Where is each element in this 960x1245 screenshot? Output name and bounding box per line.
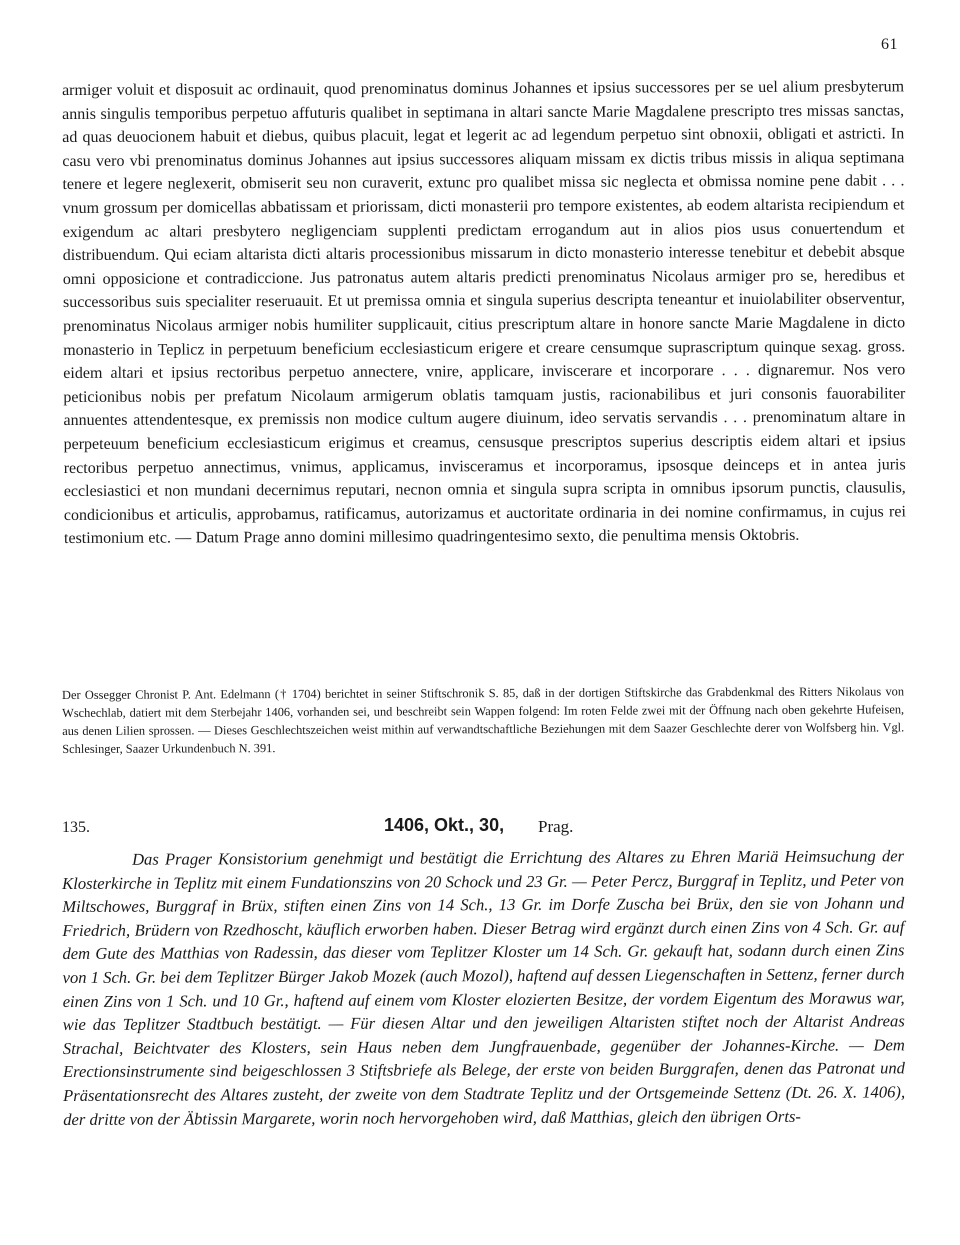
entry-number: 135. [62, 819, 90, 836]
entry-date: 1406, Okt., 30, [384, 815, 505, 835]
page-number: 61 [881, 36, 898, 53]
entry-place: Prag. [538, 817, 574, 836]
editorial-commentary: Der Ossegger Chronist P. Ant. Edelmann († 1704) berichtet in seiner Stiftschronik S. 85, daß in der dortigen Stiftskirche das Grabdenkmal des Ritters Nikolaus von Wschechlab, datiert mit dem Sterbejahr 1406, vorhanden sei, und beschreibt sein Wappen folgend: Im roten Felde zwei mit der Öffnung nach oben gekehrte Hufeisen, aus denen Lilien sprossen. — Dieses Geschlechtszeichen weist mithin auf verwandtschaftliche Beziehungen mit dem Saazer Geschlechte derer von Wolfsberg hin. Vgl. Schlesinger, Saazer Urkundenbuch N. 391. [62, 684, 905, 756]
entry-regest: Das Prager Konsistorium genehmigt und bestätigt die Errichtung des Altares zu Ehren Mariä Heimsuchung der Klosterkirche in Teplitz mit einem Fundationszins von 20 Schock und 23 Gr. — Peter Percz, Burggraf in Teplitz, und Peter von Miltschowes, Burggraf in Brüx, stiften einen Zins von 14 Sch., 13 Gr. im Dorfe Zuscha bei Brüx, den sie von Johann und Friedrich, Brüdern von Rzedhoscht, käuflich erworben haben. Dieser Betrag wird ergänzt durch einen Zins von 4 Sch. Gr. auf dem Gute des Matthias von Radessin, das dieser vom Teplitzer Kloster um 14 Sch. Gr. gekauft hat, sodann durch einen Zins von 1 Sch. Gr. bei dem Teplitzer Bürger Jakob Mozek (auch Mozol), haftend auf dessen Liegenschaften in Settenz, ferner durch einen Zins von 1 Sch. und 10 Gr., haftend auf einem vom Kloster elozierten Besitze, der vordem Eigentum des Morawus war, wie das Teplitzer Stadtbuch bestätigt. — Für diesen Altar und den jeweiligen Altaristen stiftet noch der Altarist Andreas Strachal, Beichtvater des Klosters, sein Haus neben dem Jungfrauenbade, gegenüber der Johannes-Kirche. — Dem Erectionsinstrumente sind beigeschlossen 3 Stiftsbriefe als Belege, der erste von beiden Burggrafen, denen das Patronat und Präsentationsrecht des Altares zusteht, der zweite von dem Stadtrate Teplitz und der Ortsgemeinde Settenz (Dt. 26. X. 1406), der dritte von der Äbtissin Margarete, worin noch hervorgehoben wird, daß Matthias, gleich den übrigen Orts- [62, 846, 906, 1129]
entry-header [62, 815, 904, 841]
latin-charter-text: armiger voluit et disposuit ac ordinauit, quod prenominatus dominus Johannes et ipsius successores per se uel alium presbyterum annis singulis temporibus perpetuo affuturis qualibet in septimana in altari sancte Marie Magdalene prescripto tres missas sanctas, ad quas deuocionem habuit et diebus, quibus placuit, legat et legerit ac ad legendum perpetuo sint obnoxii, obligati et astricti. In casu vero vbi prenominatus dominus Johannes aut ipsius successores aliquam missam ex dictis tribus missis in aliqua septimana tenere et legere neglexerit, obmiserit seu non curaverit, extunc pro qualibet missa sic neglecta et obmissa nomine pene dabit . . . vnum grossum per domicellas abbatissam et priorissam, dicti monasterii pro tempore existentes, ab eodem altarista recipiendum et exigendum ac altari presbytero negligenciam supplenti predictam errogandum aut in alios pios usus conuertendum et distribuendum. Qui eciam altarista dicti altaris processionibus missarum in dicto monasterio interesse tenebitur et debebit absque omni opposicione et contradiccione. Jus patronatus autem altaris predicti prenominatus Nicolaus armiger pro se, heredibus et successoribus suis specialiter reseruauit. Et ut premissa omnia et singula superius descripta teneantur et inuiolabiliter observentur, prenominatus Nicolaus armiger nobis humiliter supplicauit, citius prescriptum altare in honore sancte Marie Magdalene in dicto monasterio in Teplicz in perpetuum beneficium ecclesiasticum erigere et creare censumque suprascriptum quinque sexag. gross. eidem altari et ipsius rectoribus perpetuo annectere, vnire, applicare, inviscerare et incorporare . . . dignaremur. Nos vero peticionibus nobis per prefatum Nicolaum armigerum oblatis tamquam justis, racionabilibus et juri consonis fauorabiliter annuentes attendentesque, ex premissis non modice cultum augere diuinum, ideo servatis servandis . . . prenominatum altare in perpeteuum beneficium ecclesiasticum erigimus et creamus, censusque prescriptos superius descriptis eidem altari et ipsius rectoribus perpetuo annectimus, vnimus, applicamus, invisceramus et incorporamus, ipsosque deinceps et in antea juris ecclesiastici et non mundani decernimus reputari, necnon omnia et singula supra scripta in omnibus ipsorum punctis, clausulis, condicionibus et articulis, approbamus, ratificamus, autorizamus et auctoritate ordinaria in dei nomine confirmamus, in cujus rei testimonium etc. — Datum Prage anno domini millesimo quadringentesimo sexto, die penultima mensis Oktobris. [62, 78, 906, 548]
